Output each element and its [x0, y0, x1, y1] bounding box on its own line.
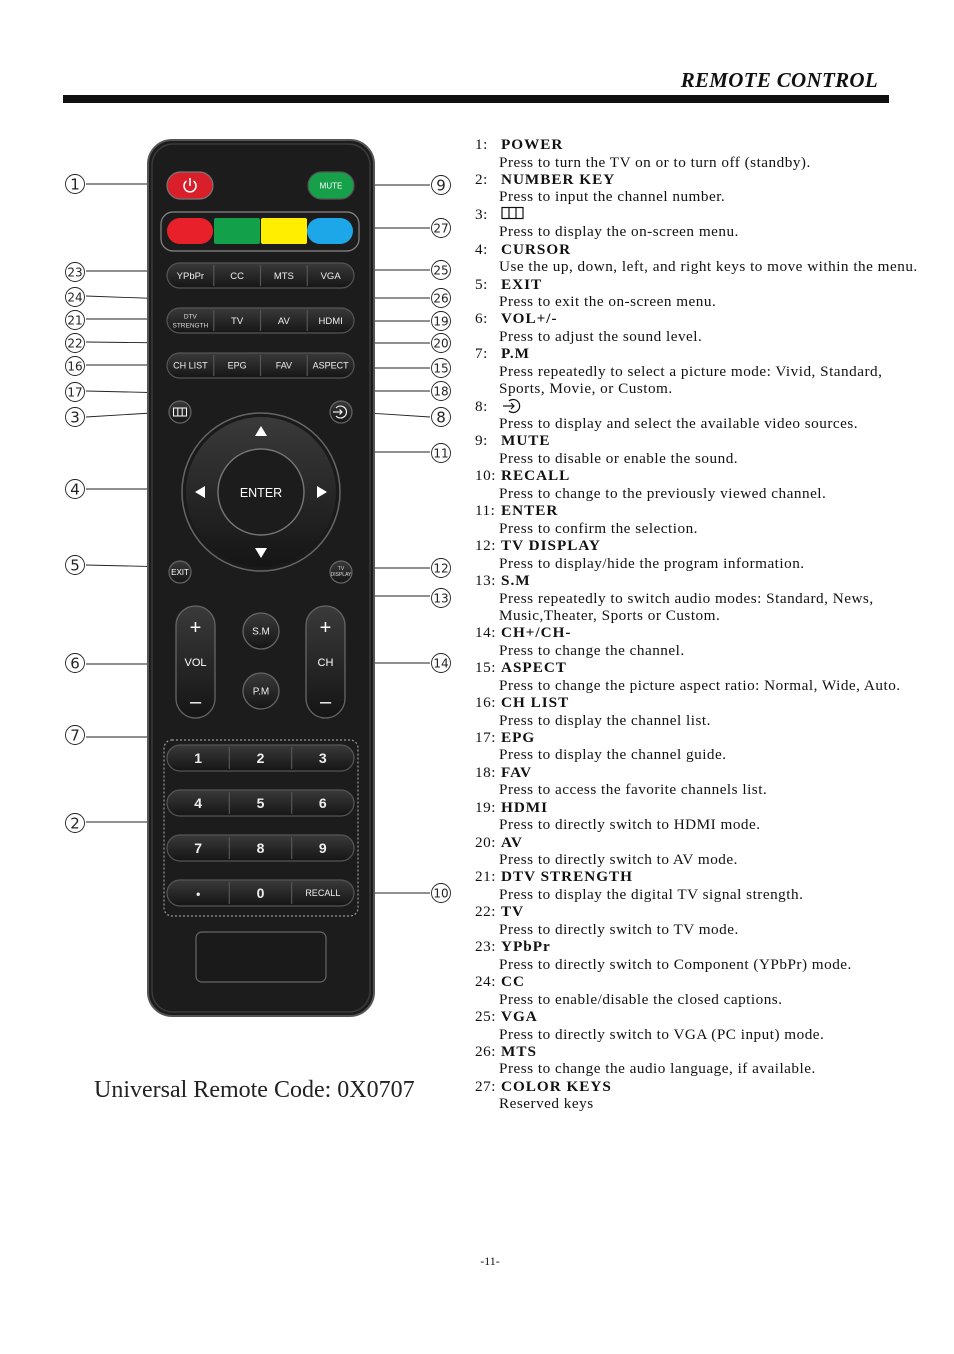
item-number: 11: — [475, 502, 496, 520]
key-descriptions — [475, 136, 920, 1113]
item-title: VGA — [501, 1007, 538, 1025]
digit-6-button[interactable] — [292, 790, 354, 816]
callout-19 — [432, 312, 451, 331]
digit-3-button-label: 3 — [318, 750, 327, 767]
digit-3-button[interactable] — [292, 745, 354, 771]
item-text: Press to change the picture aspect ratio: Normal, Wide, Auto. — [499, 676, 901, 694]
item-text: Press to directly switch to AV mode. — [499, 851, 738, 869]
aspect-button[interactable] — [307, 353, 354, 378]
key-description-item — [475, 694, 920, 729]
callout-15-text: 15 — [433, 361, 449, 376]
key-description-item — [475, 624, 920, 659]
key-description-item — [475, 903, 920, 938]
volume-rocker-label: VOL — [184, 657, 207, 669]
mute-button-label: MUTE — [319, 181, 343, 191]
callout-22 — [66, 334, 85, 353]
callout-9-text: 9 — [436, 176, 446, 195]
button-row — [167, 880, 354, 906]
volume-rocker-plus: + — [189, 617, 202, 639]
hdmi-button-label: HDMI — [318, 315, 343, 327]
callout-2-text: 2 — [70, 814, 80, 833]
red-key[interactable] — [167, 218, 213, 244]
universal-remote-code: Universal Remote Code: 0X0707 — [94, 1077, 415, 1103]
callout-6 — [66, 654, 85, 673]
item-text: Press to enable/disable the closed captions. — [499, 990, 783, 1008]
item-title: ENTER — [501, 502, 559, 520]
item-title: MTS — [501, 1042, 537, 1060]
recall-button-label: RECALL — [305, 888, 341, 898]
item-number: 10: — [475, 467, 496, 485]
item-text: Press repeatedly to switch audio modes: Standard, News, Music,Theater, Sports or Custom. — [499, 589, 874, 624]
callout-11 — [432, 444, 451, 463]
callout-21-text: 21 — [67, 313, 83, 328]
callout-12-text: 12 — [433, 561, 449, 576]
exit-label: EXIT — [171, 568, 189, 577]
digit-7-button-label: 7 — [194, 840, 203, 857]
enter-label: ENTER — [239, 486, 283, 500]
item-text: Press to change the channel. — [499, 641, 685, 659]
item-number: 24: — [475, 973, 496, 991]
key-description-item — [475, 310, 920, 345]
mts-button[interactable] — [261, 263, 308, 288]
item-text: Press to access the favorite channels list. — [499, 781, 768, 799]
item-title: VOL+/- — [501, 310, 558, 328]
item-title: TV — [501, 903, 525, 921]
callout-13-text: 13 — [433, 591, 449, 606]
dtv-strength-button-label: DTV — [183, 313, 197, 321]
digit-8-button[interactable] — [229, 835, 291, 861]
callout-18-text: 18 — [433, 384, 449, 399]
digit-6-button-label: 6 — [318, 795, 327, 812]
input-source-button[interactable] — [330, 401, 352, 423]
key-description-item — [475, 206, 920, 241]
item-text: Press to input the channel number. — [499, 188, 726, 206]
item-number: 15: — [475, 659, 496, 677]
item-title: CH+/CH- — [501, 624, 572, 642]
item-title: CH LIST — [501, 693, 570, 711]
dot-button-label: • — [196, 887, 201, 902]
callout-24 — [66, 288, 85, 307]
yellow-key[interactable] — [261, 218, 307, 244]
key-description-item — [475, 729, 920, 764]
fav-button[interactable] — [261, 353, 308, 378]
enter-button[interactable] — [218, 449, 304, 535]
callout-26-text: 26 — [433, 291, 449, 306]
item-number: 4: — [475, 240, 488, 258]
item-title: CURSOR — [501, 240, 572, 258]
cc-button-label: CC — [230, 270, 244, 282]
recall-button[interactable] — [292, 880, 354, 906]
item-title: MUTE — [501, 432, 551, 450]
callout-14-text: 14 — [433, 656, 449, 671]
item-number: 12: — [475, 537, 496, 555]
page-header-title: REMOTE CONTROL — [680, 68, 878, 92]
item-number: 20: — [475, 833, 496, 851]
callout-23-text: 23 — [67, 265, 83, 280]
digit-8-button-label: 8 — [256, 840, 265, 857]
menu-icon — [501, 206, 525, 224]
button-row — [167, 790, 354, 816]
callout-3 — [66, 408, 85, 427]
item-text: Press to adjust the sound level. — [499, 328, 703, 346]
mts-button-label: MTS — [273, 270, 294, 282]
item-text: Press to display the digital TV signal strength. — [499, 886, 804, 903]
button-row — [167, 835, 354, 861]
power-button[interactable] — [167, 172, 213, 199]
item-number: 3: — [475, 205, 488, 223]
sm-button-label: S.M — [252, 626, 270, 638]
digit-4-button-label: 4 — [194, 795, 203, 812]
callout-2 — [66, 814, 85, 833]
channel-rocker-plus: + — [319, 617, 332, 639]
volume-rocker[interactable] — [176, 606, 215, 718]
pm-button[interactable] — [243, 673, 279, 709]
item-number: 13: — [475, 571, 496, 589]
item-number: 14: — [475, 624, 496, 642]
item-text: Press to display the channel list. — [499, 711, 711, 729]
callout-11-text: 11 — [433, 446, 449, 461]
item-number: 27: — [475, 1077, 496, 1095]
key-description-item — [475, 1043, 920, 1078]
item-text: Use the up, down, left, and right keys to move within the menu. — [499, 258, 918, 276]
item-text: Press to turn the TV on or to turn off (standby). — [499, 153, 811, 171]
item-text: Press to change the audio language, if available. — [499, 1060, 816, 1078]
vga-button[interactable] — [307, 263, 354, 288]
digit-2-button[interactable] — [229, 745, 291, 771]
callout-25 — [432, 261, 451, 280]
callout-14 — [432, 654, 451, 673]
item-title: HDMI — [501, 798, 549, 816]
item-number: 22: — [475, 903, 496, 921]
item-title: AV — [501, 833, 523, 851]
sm-button[interactable] — [243, 613, 279, 649]
menu-button[interactable] — [169, 401, 191, 423]
callout-23 — [66, 263, 85, 282]
callout-19-text: 19 — [433, 314, 449, 329]
blue-key[interactable] — [307, 218, 353, 244]
av-button-label: AV — [277, 315, 290, 327]
cc-button[interactable] — [214, 263, 261, 288]
callout-13 — [432, 589, 451, 608]
item-title: NUMBER KEY — [501, 170, 616, 188]
key-description-item — [475, 1078, 920, 1113]
callout-9 — [432, 176, 451, 195]
callout-10 — [432, 884, 451, 903]
item-text: Press to disable or enable the sound. — [499, 450, 739, 468]
key-description-item — [475, 973, 920, 1008]
digit-5-button[interactable] — [229, 790, 291, 816]
dtv-strength-button-label-2: STRENGTH — [172, 322, 209, 330]
item-number: 21: — [475, 868, 496, 886]
callout-7 — [66, 726, 85, 745]
callout-16 — [66, 357, 85, 376]
key-description-item — [475, 171, 920, 206]
key-description-item — [475, 432, 920, 467]
item-title: RECALL — [501, 467, 571, 485]
key-description-item — [475, 467, 920, 502]
key-description-item — [475, 276, 920, 311]
item-text: Press to display/hide the program information. — [499, 554, 805, 572]
digit-9-button[interactable] — [292, 835, 354, 861]
tv-button[interactable] — [214, 308, 261, 333]
button-row — [167, 745, 354, 771]
key-description-item — [475, 502, 920, 537]
callout-5-text: 5 — [70, 556, 80, 575]
item-number: 2: — [475, 170, 488, 188]
hdmi-button[interactable] — [307, 308, 354, 333]
digit-7-button[interactable] — [167, 835, 229, 861]
item-title: CC — [501, 973, 525, 991]
callout-18 — [432, 382, 451, 401]
digit-2-button-label: 2 — [256, 750, 265, 767]
aspect-button-label: ASPECT — [312, 360, 349, 371]
green-key[interactable] — [214, 218, 260, 244]
button-row — [167, 308, 354, 333]
item-title: TV DISPLAY — [501, 537, 601, 555]
ch-list-button[interactable] — [167, 353, 214, 378]
item-text: Press repeatedly to select a picture mode: Vivid, Standard, Sports, Movie, or Custom. — [499, 362, 883, 398]
epg-button[interactable] — [214, 353, 261, 378]
item-title: POWER — [501, 136, 564, 153]
item-title: DTV STRENGTH — [501, 868, 633, 886]
callout-20-text: 20 — [433, 336, 449, 351]
callout-8-text: 8 — [436, 408, 446, 427]
page-number: -11- — [480, 1254, 500, 1268]
callout-4-text: 4 — [70, 480, 80, 499]
item-text: Press to directly switch to TV mode. — [499, 920, 739, 938]
item-number: 26: — [475, 1042, 496, 1060]
callout-20 — [432, 334, 451, 353]
item-title: P.M — [501, 345, 531, 363]
key-description-item — [475, 345, 920, 397]
epg-button-label: EPG — [227, 360, 247, 371]
pm-button-label: P.M — [252, 686, 270, 698]
key-description-item — [475, 659, 920, 694]
callout-5 — [66, 556, 85, 575]
item-number: 7: — [475, 345, 488, 363]
vga-button-label: VGA — [320, 270, 341, 282]
item-text: Press to display the on-screen menu. — [499, 223, 739, 241]
item-title: EXIT — [501, 275, 543, 293]
callout-17 — [66, 383, 85, 402]
key-description-item — [475, 572, 920, 624]
item-number: 19: — [475, 798, 496, 816]
item-title: COLOR KEYS — [501, 1077, 612, 1095]
callout-25-text: 25 — [433, 263, 449, 278]
key-description-item — [475, 868, 920, 903]
item-text: Press to confirm the selection. — [499, 519, 698, 537]
key-description-item — [475, 764, 920, 799]
input-source-icon — [501, 398, 523, 416]
channel-rocker-minus: – — [319, 691, 332, 713]
exit-button[interactable] — [169, 561, 191, 583]
channel-rocker[interactable] — [306, 606, 345, 718]
mute-button[interactable] — [308, 172, 354, 199]
item-number: 9: — [475, 432, 488, 450]
callout-3-text: 3 — [70, 408, 80, 427]
item-number: 16: — [475, 693, 496, 711]
callout-21 — [66, 311, 85, 330]
item-number: 5: — [475, 275, 488, 293]
item-title: EPG — [501, 728, 536, 746]
callout-15 — [432, 359, 451, 378]
callout-27 — [432, 219, 451, 238]
ypbpr-button-label: YPbPr — [176, 270, 205, 282]
digit-0-button[interactable] — [229, 880, 291, 906]
item-text: Press to exit the on-screen menu. — [499, 293, 717, 311]
item-text: Press to display the channel guide. — [499, 746, 727, 764]
callout-1 — [66, 175, 85, 194]
item-number: 23: — [475, 938, 496, 956]
item-title: FAV — [501, 763, 533, 781]
item-text: Reserved keys — [499, 1095, 594, 1113]
ypbpr-button[interactable] — [167, 263, 214, 288]
ir-window — [196, 932, 326, 982]
tv-display-button[interactable] — [330, 561, 352, 583]
item-number: 25: — [475, 1007, 496, 1025]
callout-17-text: 17 — [67, 385, 83, 400]
item-number: 8: — [475, 397, 488, 415]
callout-6-text: 6 — [70, 654, 80, 673]
key-description-item — [475, 537, 920, 572]
callout-24-text: 24 — [67, 290, 83, 305]
tv-button-label: TV — [231, 315, 244, 327]
digit-5-button-label: 5 — [256, 795, 265, 812]
key-description-item — [475, 938, 920, 973]
callout-8 — [432, 408, 451, 427]
digit-4-button[interactable] — [167, 790, 229, 816]
channel-rocker-label: CH — [317, 657, 334, 669]
item-number: 1: — [475, 136, 488, 153]
callout-4 — [66, 480, 85, 499]
item-number: 6: — [475, 310, 488, 328]
volume-rocker-minus: – — [189, 691, 202, 713]
fav-button-label: FAV — [275, 360, 293, 371]
callout-7-text: 7 — [70, 726, 80, 745]
button-row — [167, 353, 354, 378]
dot-button[interactable] — [167, 880, 229, 906]
key-description-item — [475, 398, 920, 433]
digit-9-button-label: 9 — [318, 840, 327, 857]
digit-1-button-label: 1 — [194, 750, 203, 767]
item-title: YPbPr — [501, 938, 551, 956]
item-title: ASPECT — [501, 659, 567, 677]
tv-display-label: TV — [337, 566, 345, 572]
item-text: Press to directly switch to Component (YPbPr) mode. — [499, 955, 852, 973]
item-title: S.M — [501, 571, 531, 589]
item-text: Press to directly switch to VGA (PC input) mode. — [499, 1025, 825, 1043]
item-number: 17: — [475, 728, 496, 746]
key-description-item — [475, 1008, 920, 1043]
callout-27-text: 27 — [433, 221, 449, 236]
digit-0-button-label: 0 — [256, 885, 265, 902]
callout-12 — [432, 559, 451, 578]
key-description-item — [475, 136, 920, 171]
callout-10-text: 10 — [433, 886, 449, 901]
key-description-item — [475, 799, 920, 834]
callout-16-text: 16 — [67, 359, 83, 374]
callout-26 — [432, 289, 451, 308]
item-number: 18: — [475, 763, 496, 781]
dtv-strength-button[interactable] — [167, 308, 214, 333]
button-row — [167, 263, 354, 288]
item-text: Press to directly switch to HDMI mode. — [499, 816, 761, 834]
ch-list-button-label: CH LIST — [173, 360, 208, 371]
item-text: Press to display and select the available video sources. — [499, 415, 859, 433]
key-description-item — [475, 241, 920, 276]
callout-22-text: 22 — [67, 336, 83, 351]
av-button[interactable] — [261, 308, 308, 333]
key-description-item — [475, 834, 920, 869]
item-text: Press to change to the previously viewed channel. — [499, 484, 827, 502]
digit-1-button[interactable] — [167, 745, 229, 771]
tv-display-label-2: DISPLAY — [330, 572, 352, 578]
callout-1-text: 1 — [70, 175, 80, 194]
